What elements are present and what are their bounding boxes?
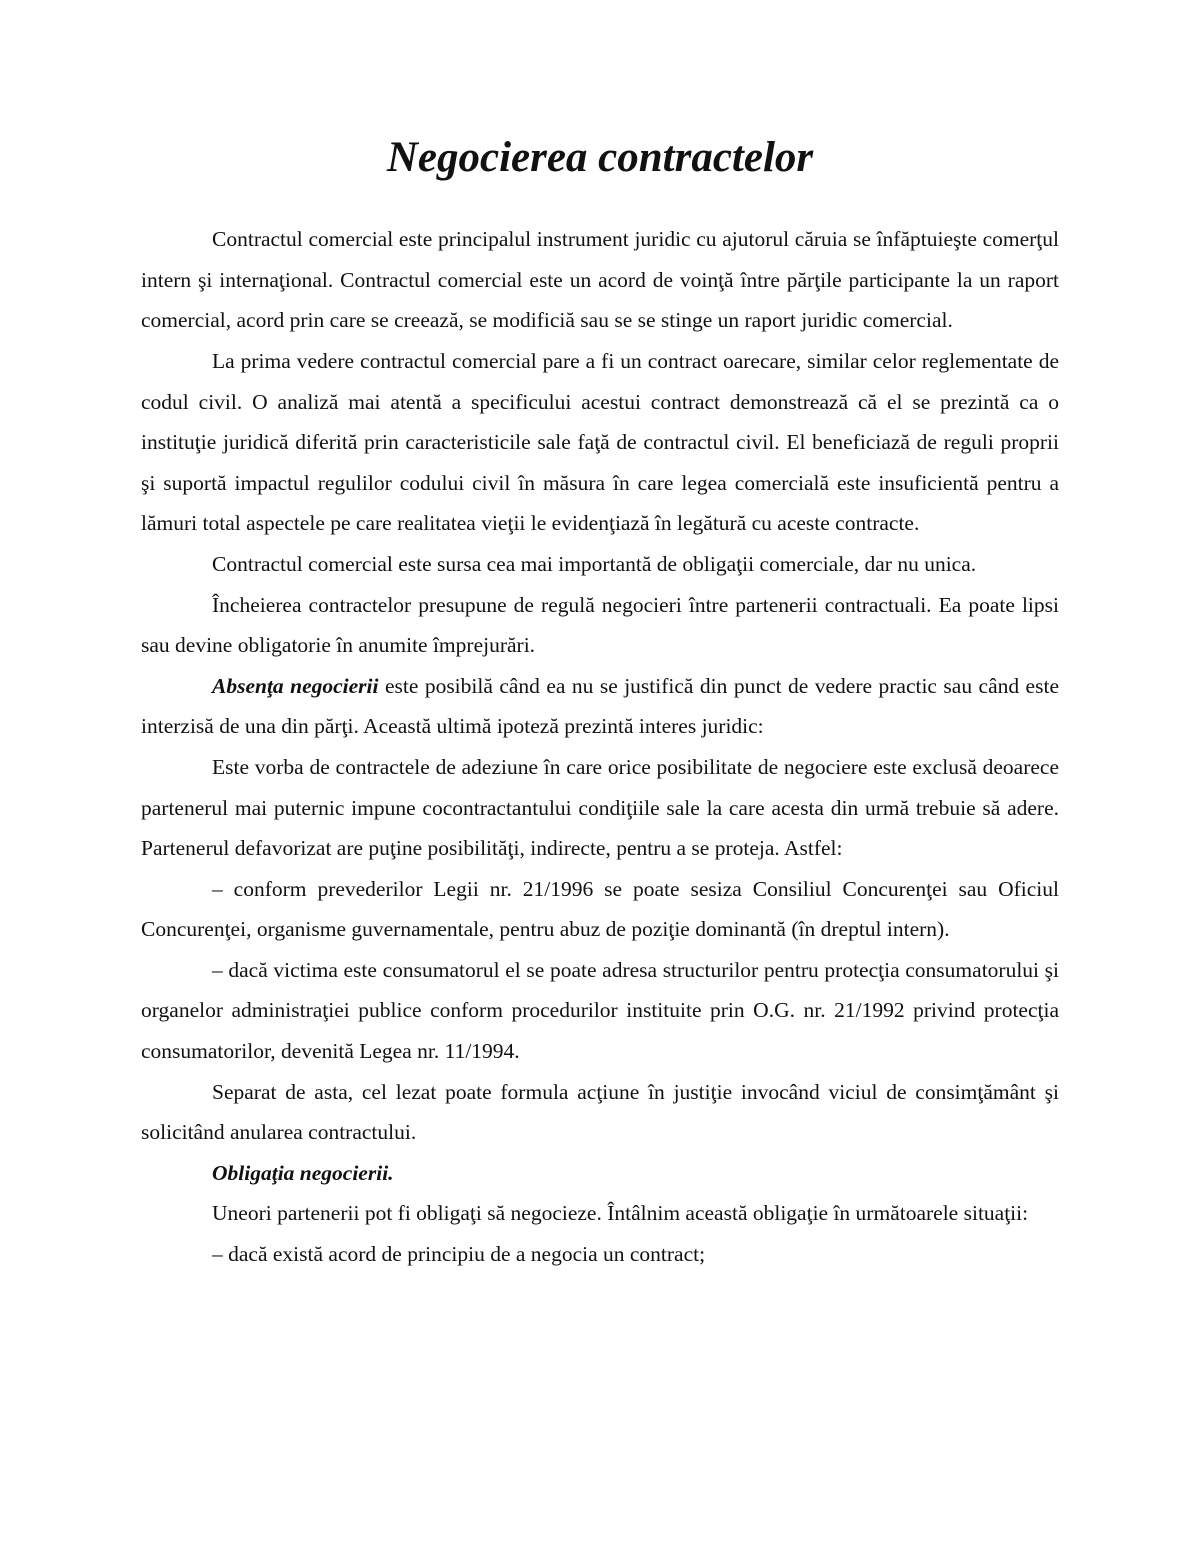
paragraph-characteristics: La prima vedere contractul comercial pare a fi un contract oarecare, similar celor reglementate de codul civil. O analiză mai atentă a specificului acestui contract demonstrează că el se prezintă ca o instituţie juridică diferită prin caracteristicile sale faţă de contractul civil. El beneficiază de reguli proprii şi suportă impactul regulilor codului civil în măsura în care legea comercială este insuficientă pentru a lămuri total aspectele pe care realitatea vieţii le evidenţiază în legătură cu aceste contracte.: [141, 348, 1059, 536]
paragraph-conclusion-of-contracts: Încheierea contractelor presupune de regulă negocieri între partenerii contractuali. Ea poate lipsi sau devine obligatorie în anumite împrejurări.: [141, 592, 1059, 658]
paragraph-consumer-protection: – dacă victima este consumatorul el se poate adresa structurilor pentru protecţia consumatorului şi organelor administraţiei publice conform procedurilor instituite prin O.G. nr. 21/1992 privind protecţia consumatorilor, devenită Legea nr. 11/1994.: [141, 957, 1059, 1064]
paragraph-obligation-situations: Uneori partenerii pot fi obligaţi să negocieze. Întâlnim această obligaţie în următoarele situaţii:: [212, 1201, 1029, 1226]
paragraph-source-of-obligations: Contractul comercial este sursa cea mai importantă de obligaţii comerciale, dar nu unica.: [212, 551, 977, 576]
obligation-of-negotiation-heading: Obligaţia negocierii.: [212, 1160, 394, 1185]
paragraph-legal-action: Separat de asta, cel lezat poate formula acţiune în justiţie invocând viciul de consimţământ şi solicitând anularea contractului.: [141, 1079, 1059, 1145]
paragraph-obligation-heading: [141, 1153, 1059, 1194]
paragraph-adhesion-contracts: Este vorba de contractele de adeziune în care orice posibilitate de negociere este exclusă deoarece partenerul mai puternic impune cocontractantului condiţiile sale la care acesta din urmă trebuie să adere. Partenerul defavorizat are puţine posibilităţi, indirecte, pentru a se proteja. Astfel:: [141, 754, 1059, 861]
paragraph-definition: Contractul comercial este principalul instrument juridic cu ajutorul căruia se înfăptuieşte comerţul intern şi internaţional. Contractul comercial este un acord de voinţă între părţile participante la un raport comercial, acord prin care se creează, se modificiă sau se se stinge un raport juridic comercial.: [141, 227, 1059, 333]
absence-of-negotiation-text: este posibilă când ea nu se justifică din punct de vedere practic sau când este interzisă de una din părţi. Această ultimă ipoteză prezintă interes juridic:: [141, 673, 1059, 739]
document-title: Negocierea contractelor: [386, 134, 814, 181]
paragraph-absence-of-negotiation: [141, 666, 1059, 747]
absence-of-negotiation-heading: Absenţa negocierii: [212, 673, 379, 698]
title-spacer: [141, 179, 1059, 220]
document-body: [141, 134, 1059, 1275]
paragraph-principle-agreement: – dacă există acord de principiu de a negocia un contract;: [212, 1242, 706, 1267]
paragraph-competition-law: – conform prevederilor Legii nr. 21/1996 se poate sesiza Consiliul Concurenţei sau Oficiul Concurenţei, organisme guvernamentale, pentru abuz de poziţie dominantă (în dreptul intern).: [141, 876, 1059, 942]
